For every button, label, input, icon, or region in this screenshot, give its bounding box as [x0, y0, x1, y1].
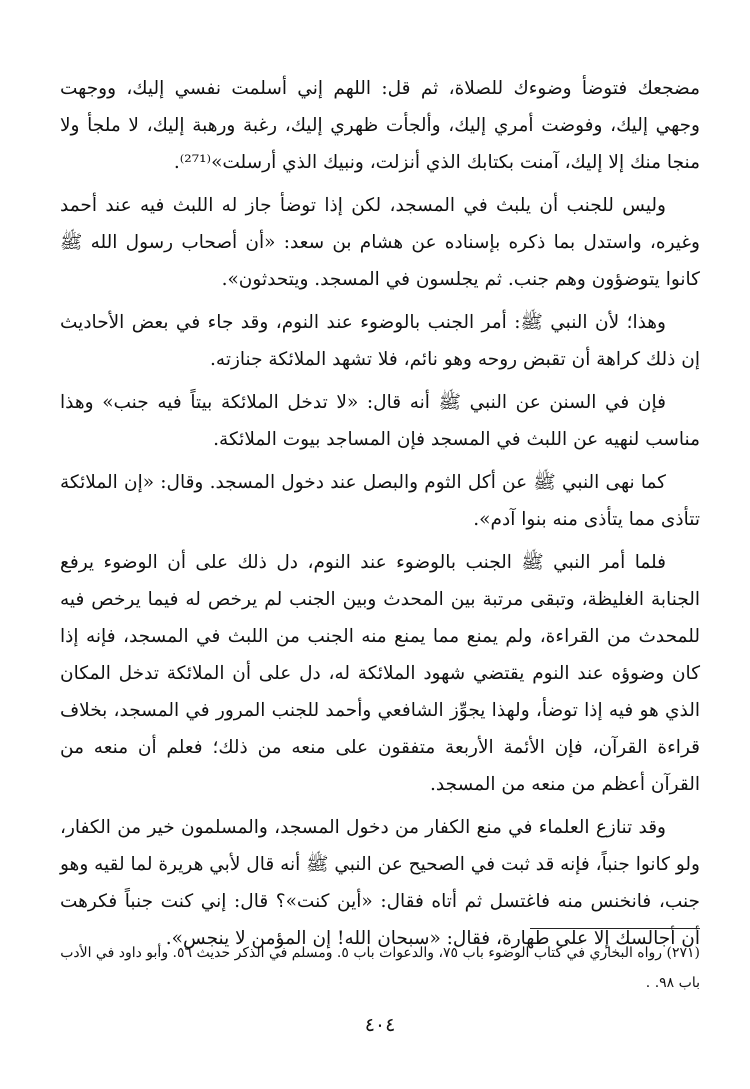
paragraph-3: وهذا؛ لأن النبي ﷺ: أمر الجنب بالوضوء عند النوم، وقد جاء في بعض الأحاديث إن ذلك كراهة أن تقبض روحه وهو نائم، فلا تشهد الملائكة جنازته.	[60, 312, 700, 370]
paragraph-5: كما نهى النبي ﷺ عن أكل الثوم والبصل عند دخول المسجد. وقال: «إن الملائكة تتأذى مما يتأذى منه بنوا آدم».	[60, 472, 700, 530]
book-page	[60, 70, 700, 1060]
page-number: ٤٠٤	[364, 1014, 396, 1036]
paragraph-6: فلما أمر النبي ﷺ الجنب بالوضوء عند النوم، دل ذلك على أن الوضوء يرفع الجنابة الغليظة، وتبقى مرتبة بين المحدث وبين الجنب لم يرخص له فيما يرخص فيه للمحدث من القراءة، ولم يمنع مما يمنع منه الجنب من اللبث في المسجد، فإنه إذا كان وضوؤه عند النوم يقتضي شهود الملائكة له، دل على أن الملائكة تدخل المكان الذي هو فيه إذا توضأ، ولهذا يجوِّز الشافعي وأحمد للجنب المرور في المسجد، بخلاف قراءة القرآن، فإن الأئمة الأربعة متفقون على منعه من ذلك؛ فعلم أن منعه من القرآن أعظم من منعه من المسجد.	[60, 552, 700, 795]
paragraph-1: مضجعك فتوضأ وضوءك للصلاة، ثم قل: اللهم إني أسلمت نفسي إليك، ووجهت وجهي إليك، وفوضت أمري إليك، وألجأت ظهري إليك، رغبة ورهبة إليك، لا ملجأ ولا منجا منك إلا إليك، آمنت بكتابك الذي أنزلت، ونبيك الذي أرسلت»⁽²⁷¹⁾.	[60, 78, 700, 173]
footnote: (٢٧١) رواه البخاري في كتاب الوضوء باب ٧٥، والدعوات باب ٥. ومسلم في الذكر حديث ٥٦. وأبو داود في الأدب باب ٩٨. .	[60, 945, 700, 991]
main-text	[60, 70, 700, 963]
footnote-divider	[530, 928, 700, 929]
paragraph-4: فإن في السنن عن النبي ﷺ أنه قال: «لا تدخل الملائكة بيتاً فيه جنب» وهذا مناسب لنهيه عن اللبث في المسجد فإن المساجد بيوت الملائكة.	[60, 392, 700, 450]
paragraph-7: وقد تنازع العلماء في منع الكفار من دخول المسجد، والمسلمون خير من الكفار، ولو كانوا جنباً، فإنه قد ثبت في الصحيح عن النبي ﷺ أنه قال لأبي هريرة لما لقيه وهو جنب، فانخنس منه فاغتسل ثم أتاه فقال: «أين كنت»؟ قال: إني كنت جنباً فكرهت أن أجالسك إلا على طهارة، فقال: «سبحان الله! إن المؤمن لا ينجس».	[60, 817, 700, 949]
paragraph-2: وليس للجنب أن يلبث في المسجد، لكن إذا توضأ جاز له اللبث فيه عند أحمد وغيره، واستدل بما ذكره بإسناده عن هشام بن سعد: «أن أصحاب رسول الله ﷺ كانوا يتوضؤون وهم جنب. ثم يجلسون في المسجد. ويتحدثون».	[60, 195, 700, 290]
